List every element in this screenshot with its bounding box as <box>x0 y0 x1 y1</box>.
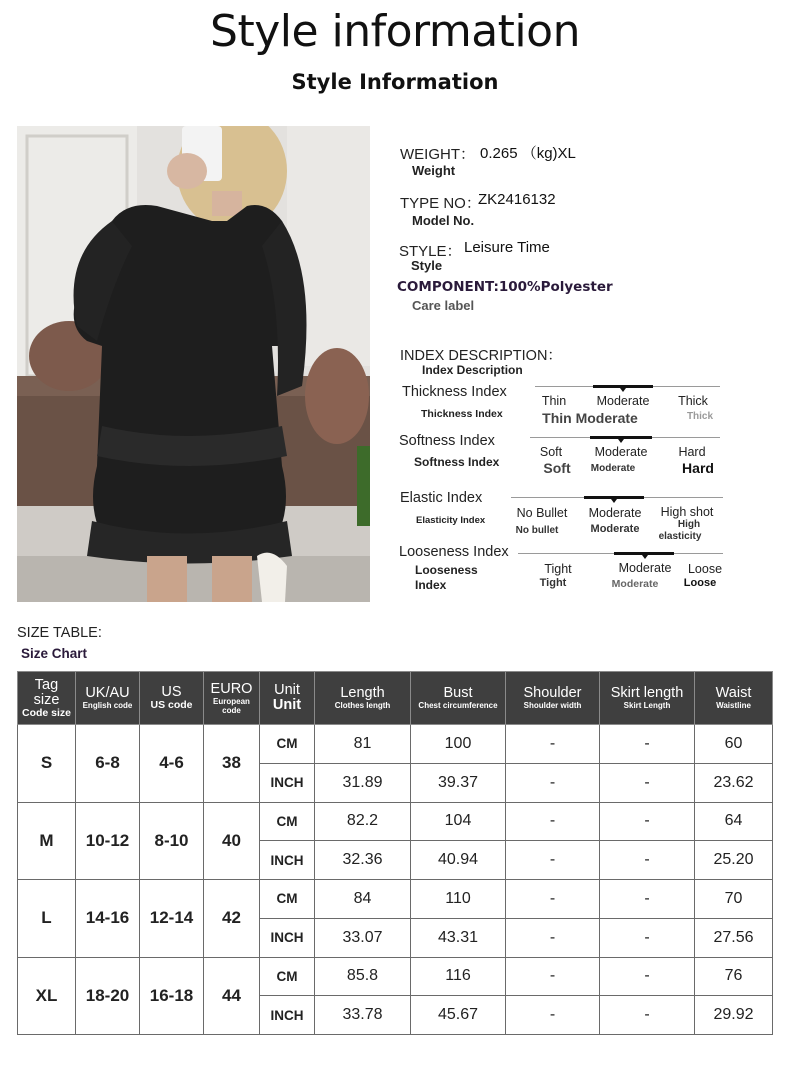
length-cell: 81 <box>315 725 411 764</box>
tag-size-cell: XL <box>18 957 76 1035</box>
header-length: Length Clothes length <box>315 672 411 725</box>
looseness-index-sublabel-a: Looseness <box>415 563 478 577</box>
length-cell: 33.78 <box>315 996 411 1035</box>
type-sublabel: Model No. <box>412 213 475 228</box>
header-tag-size: Tag size Code size <box>18 672 76 725</box>
waist-cell: 25.20 <box>695 841 773 880</box>
looseness-pointer-icon <box>642 555 648 559</box>
size-table <box>17 671 773 1035</box>
waist-cell: 70 <box>695 880 773 919</box>
shoulder-cell: - <box>506 880 600 919</box>
header-uk-au: UK/AU English code <box>76 672 140 725</box>
elastic-opt-no-bullet: No Bullet <box>516 506 568 520</box>
weight-sublabel: Weight <box>412 163 456 178</box>
style-label: STYLE： <box>399 243 462 260</box>
tag-size-cell: L <box>18 880 76 958</box>
waist-cell: 23.62 <box>695 763 773 802</box>
euro-size-cell: 42 <box>204 880 260 958</box>
table-row <box>18 880 773 919</box>
table-row <box>18 802 773 841</box>
thickness-pointer-icon <box>620 388 626 392</box>
style-sublabel: Style <box>411 258 443 273</box>
euro-size-cell: 40 <box>204 802 260 880</box>
page-subtitle: Style Information <box>291 70 499 94</box>
softness-index-sublabel: Softness Index <box>414 455 500 469</box>
size-table-header <box>18 672 773 725</box>
us-size-cell: 16-18 <box>140 957 204 1035</box>
unit-cell: INCH <box>260 763 315 802</box>
weight-value: 0.265 （kg)XL <box>480 145 576 162</box>
softness-opt-soft: Soft <box>539 445 563 459</box>
size-chart-label: Size Chart <box>21 646 88 661</box>
unit-cell: CM <box>260 957 315 996</box>
elastic-sub-high: High <box>677 519 701 530</box>
elastic-opt-moderate: Moderate <box>588 506 642 520</box>
elastic-sub-elasticity: elasticity <box>658 531 702 542</box>
looseness-index-name: Looseness Index <box>399 544 509 560</box>
unit-cell: CM <box>260 802 315 841</box>
softness-sub-moderate: Moderate <box>590 463 636 474</box>
uk-size-cell: 14-16 <box>76 880 140 958</box>
bust-cell: 43.31 <box>411 918 506 957</box>
length-cell: 33.07 <box>315 918 411 957</box>
shoulder-cell: - <box>506 996 600 1035</box>
style-value: Leisure Time <box>464 239 550 256</box>
length-cell: 82.2 <box>315 802 411 841</box>
bust-cell: 100 <box>411 725 506 764</box>
shoulder-cell: - <box>506 763 600 802</box>
skirt-cell: - <box>600 802 695 841</box>
looseness-sub-tight: Tight <box>539 577 567 589</box>
uk-size-cell: 10-12 <box>76 802 140 880</box>
header-unit: Unit Unit <box>260 672 315 725</box>
skirt-cell: - <box>600 880 695 919</box>
shoulder-cell: - <box>506 841 600 880</box>
skirt-cell: - <box>600 957 695 996</box>
bust-cell: 104 <box>411 802 506 841</box>
thickness-opt-moderate: Moderate <box>596 394 650 408</box>
waist-cell: 64 <box>695 802 773 841</box>
elastic-index-name: Elastic Index <box>400 490 483 506</box>
skirt-cell: - <box>600 763 695 802</box>
looseness-sub-moderate: Moderate <box>611 578 659 590</box>
skirt-cell: - <box>600 996 695 1035</box>
bust-cell: 39.37 <box>411 763 506 802</box>
header-us: US US code <box>140 672 204 725</box>
thickness-opt-thin: Thin <box>541 394 567 408</box>
weight-label: WEIGHT： <box>400 146 475 163</box>
softness-sub-hard: Hard <box>682 460 714 476</box>
index-subtitle: Index Description <box>422 363 523 377</box>
care-label: Care label <box>412 298 475 313</box>
thickness-sub-thin-moderate: Thin Moderate <box>542 410 638 426</box>
bust-cell: 116 <box>411 957 506 996</box>
looseness-opt-tight: Tight <box>544 562 572 576</box>
looseness-index-sublabel-b: Index <box>415 578 447 592</box>
thickness-opt-thick: Thick <box>678 394 708 408</box>
size-table-label: SIZE TABLE: <box>17 625 102 641</box>
looseness-opt-moderate: Moderate <box>618 561 672 575</box>
bust-cell: 45.67 <box>411 996 506 1035</box>
skirt-cell: - <box>600 841 695 880</box>
euro-size-cell: 44 <box>204 957 260 1035</box>
waist-cell: 60 <box>695 725 773 764</box>
type-value: ZK2416132 <box>478 191 556 208</box>
unit-cell: CM <box>260 725 315 764</box>
bust-cell: 110 <box>411 880 506 919</box>
unit-cell: INCH <box>260 918 315 957</box>
type-label: TYPE NO： <box>400 195 481 212</box>
elastic-index-sublabel: Elasticity Index <box>416 515 486 526</box>
tag-size-cell: S <box>18 725 76 803</box>
unit-cell: INCH <box>260 841 315 880</box>
us-size-cell: 4-6 <box>140 725 204 803</box>
elastic-sub-moderate: Moderate <box>590 523 640 535</box>
softness-opt-moderate: Moderate <box>594 445 648 459</box>
waist-cell: 29.92 <box>695 996 773 1035</box>
unit-cell: INCH <box>260 996 315 1035</box>
thickness-index-sublabel: Thickness Index <box>421 408 503 420</box>
waist-cell: 27.56 <box>695 918 773 957</box>
tag-size-cell: M <box>18 802 76 880</box>
thickness-sub-thick: Thick <box>686 411 714 422</box>
length-cell: 31.89 <box>315 763 411 802</box>
elastic-sub-no-bullet: No bullet <box>515 525 559 536</box>
header-shoulder: Shoulder Shoulder width <box>506 672 600 725</box>
product-photo <box>17 126 370 602</box>
uk-size-cell: 6-8 <box>76 725 140 803</box>
softness-sub-soft: Soft <box>543 460 571 476</box>
header-skirt-length: Skirt length Skirt Length <box>600 672 695 725</box>
looseness-opt-loose: Loose <box>687 562 723 576</box>
unit-cell: CM <box>260 880 315 919</box>
shoulder-cell: - <box>506 725 600 764</box>
us-size-cell: 12-14 <box>140 880 204 958</box>
shoulder-cell: - <box>506 802 600 841</box>
elastic-opt-high-shot: High shot <box>660 505 714 519</box>
table-row <box>18 957 773 996</box>
index-title: INDEX DESCRIPTION： <box>400 348 562 364</box>
uk-size-cell: 18-20 <box>76 957 140 1035</box>
skirt-cell: - <box>600 918 695 957</box>
header-waist: Waist Waistline <box>695 672 773 725</box>
softness-opt-hard: Hard <box>678 445 706 459</box>
bust-cell: 40.94 <box>411 841 506 880</box>
header-bust: Bust Chest circumference <box>411 672 506 725</box>
page-title: Style information <box>210 6 580 57</box>
waist-cell: 76 <box>695 957 773 996</box>
length-cell: 85.8 <box>315 957 411 996</box>
elastic-pointer-icon <box>611 499 617 503</box>
header-euro: EURO European code <box>204 672 260 725</box>
softness-index-name: Softness Index <box>399 433 495 449</box>
component-text: COMPONENT:100%Polyester <box>397 279 613 295</box>
length-cell: 32.36 <box>315 841 411 880</box>
looseness-sub-loose: Loose <box>683 577 717 589</box>
shoulder-cell: - <box>506 918 600 957</box>
euro-size-cell: 38 <box>204 725 260 803</box>
us-size-cell: 8-10 <box>140 802 204 880</box>
shoulder-cell: - <box>506 957 600 996</box>
softness-pointer-icon <box>618 439 624 443</box>
table-row <box>18 725 773 764</box>
thickness-index-name: Thickness Index <box>402 384 507 400</box>
skirt-cell: - <box>600 725 695 764</box>
length-cell: 84 <box>315 880 411 919</box>
